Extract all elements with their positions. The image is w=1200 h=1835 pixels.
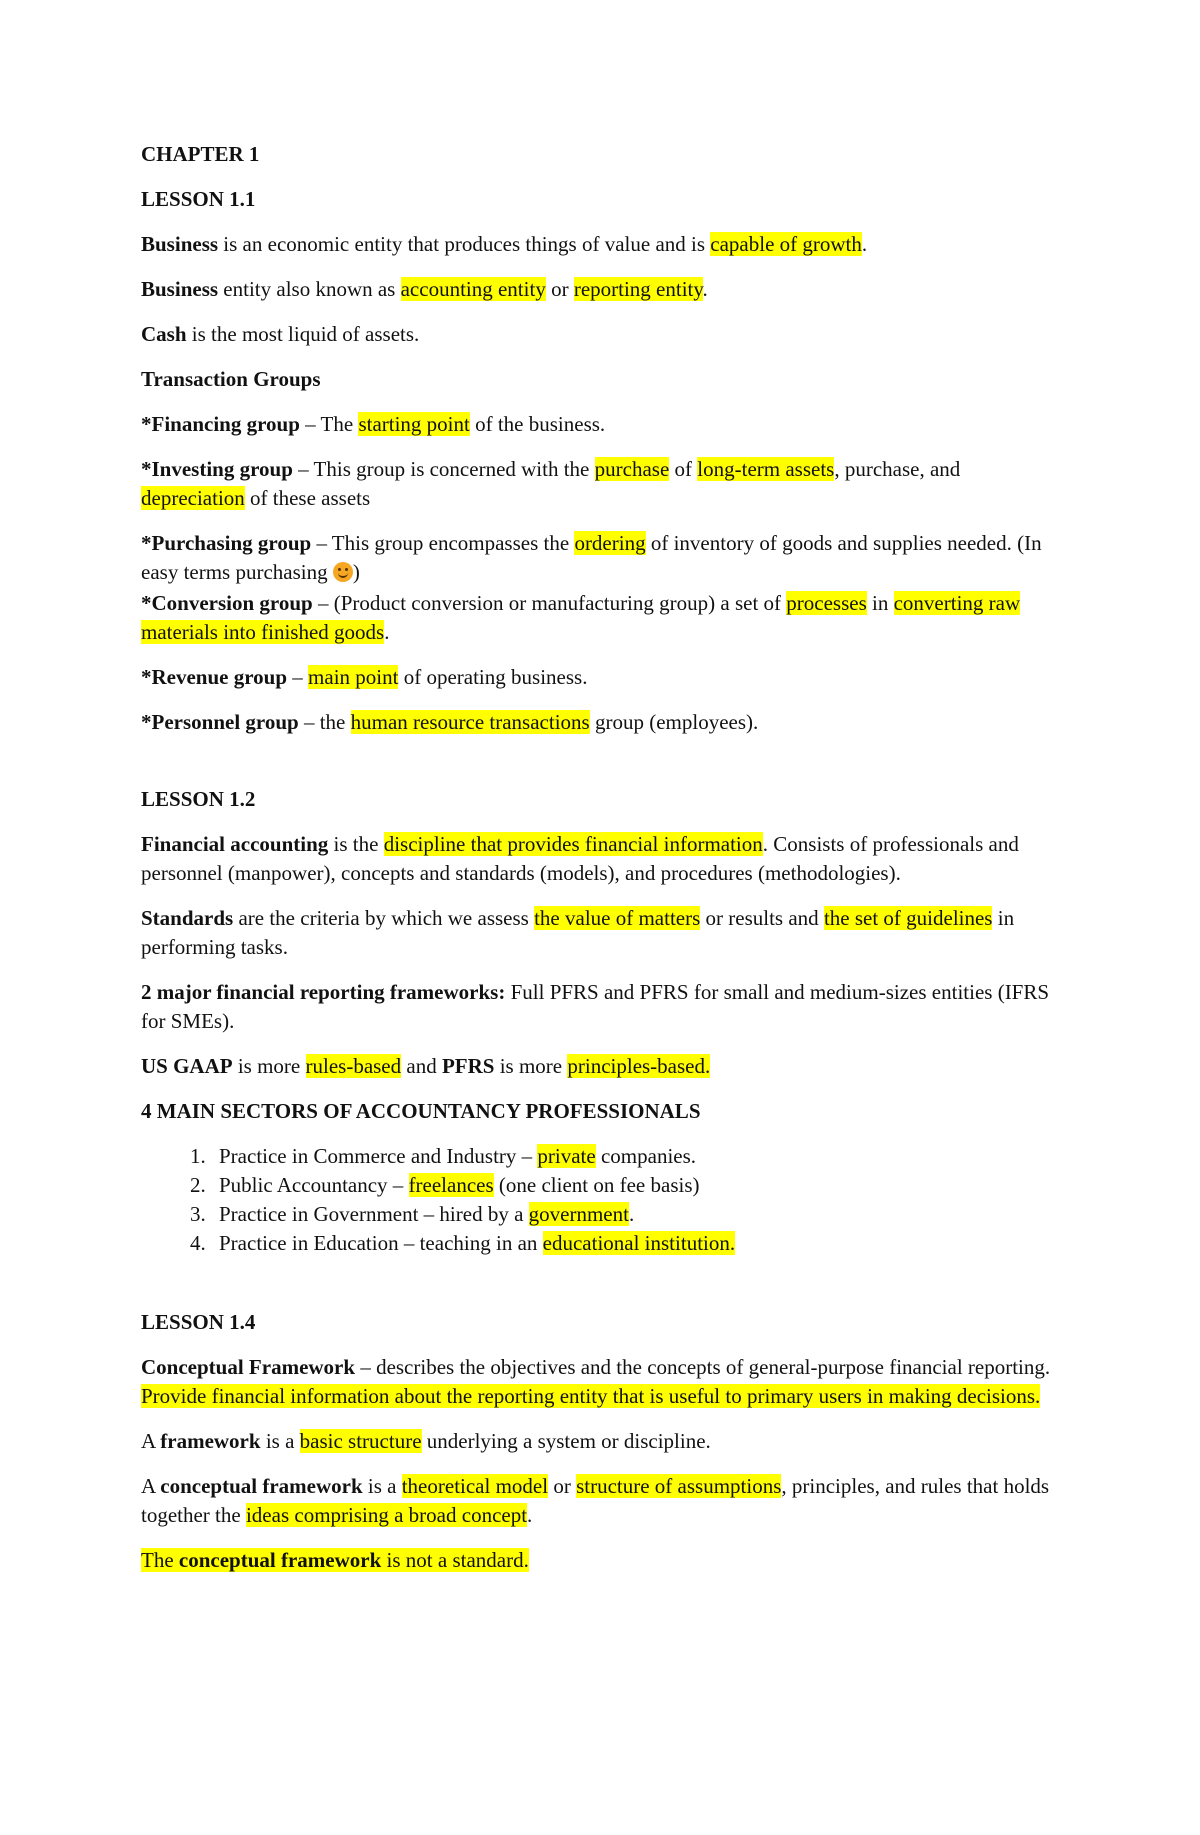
term: conceptual framework bbox=[178, 1548, 382, 1572]
document-body bbox=[141, 140, 1061, 1591]
highlight: capable of growth bbox=[710, 232, 862, 256]
list-item: 3. Practice in Government – hired by a government. bbox=[211, 1200, 1061, 1229]
highlight: rules-based bbox=[305, 1054, 402, 1078]
frameworks-definition: 2 major financial reporting frameworks: Full PFRS and PFRS for small and medium-sizes entities (IFRS for SMEs). bbox=[141, 980, 1050, 1033]
term: conceptual framework bbox=[160, 1474, 363, 1498]
personnel-group: *Personnel group – the human resource transactions group (employees). bbox=[141, 710, 759, 734]
highlight: the set of guidelines bbox=[823, 906, 993, 930]
lesson-heading: LESSON 1.1 bbox=[141, 187, 256, 211]
list-item: 1. Practice in Commerce and Industry – private companies. bbox=[211, 1142, 1061, 1171]
lesson-heading: LESSON 1.2 bbox=[141, 787, 256, 811]
highlight: structure of assumptions bbox=[576, 1474, 782, 1498]
term: Business bbox=[141, 232, 219, 256]
highlight: ideas comprising a broad concept bbox=[245, 1503, 528, 1527]
term: US GAAP bbox=[141, 1054, 233, 1078]
sectors-heading: 4 MAIN SECTORS OF ACCOUNTANCY PROFESSIONALS bbox=[141, 1099, 701, 1123]
revenue-group: *Revenue group – main point of operating business. bbox=[141, 665, 588, 689]
spacer bbox=[141, 1276, 1061, 1308]
highlight: government bbox=[528, 1202, 629, 1226]
gaap-vs-pfrs: US GAAP is more rules-based and PFRS is more principles-based. bbox=[141, 1054, 711, 1078]
highlight: Provide financial information about the reporting entity that is useful to primary users in making decisions. bbox=[141, 1384, 1041, 1408]
highlight: converting raw materials into finished goods bbox=[141, 591, 1021, 644]
sectors-list bbox=[141, 1142, 1061, 1258]
business-entity-definition: Business entity also known as accounting entity or reporting entity. bbox=[141, 277, 708, 301]
financial-accounting-definition: Financial accounting is the discipline that provides financial information. Consists of professionals and personnel (manpower), concepts and standards (models), and procedures (methodologies). bbox=[141, 832, 1019, 885]
smiling-face-icon bbox=[333, 562, 353, 582]
financing-group: *Financing group – The starting point of the business. bbox=[141, 412, 606, 436]
cash-definition: Cash is the most liquid of assets. bbox=[141, 322, 420, 346]
highlight: purchase bbox=[594, 457, 670, 481]
term: *Purchasing group bbox=[141, 531, 312, 555]
highlight: the value of matters bbox=[534, 906, 701, 930]
highlight: human resource transactions bbox=[350, 710, 590, 734]
term: *Conversion group bbox=[141, 591, 313, 615]
highlight: ordering bbox=[574, 531, 646, 555]
highlight: basic structure bbox=[299, 1429, 422, 1453]
term: framework bbox=[160, 1429, 261, 1453]
lesson-heading: LESSON 1.4 bbox=[141, 1310, 256, 1334]
not-a-standard bbox=[141, 1546, 1061, 1575]
highlight: freelances bbox=[408, 1173, 494, 1197]
highlight: accounting entity bbox=[400, 277, 546, 301]
highlight: starting point bbox=[358, 412, 470, 436]
highlight: depreciation bbox=[141, 486, 245, 510]
term: Cash bbox=[141, 322, 187, 346]
conceptual-framework-model: A conceptual framework is a theoretical model or structure of assumptions, principles, and rules that holds together the ideas comprising a broad concept. bbox=[141, 1474, 1050, 1527]
term: *Revenue group bbox=[141, 665, 288, 689]
highlight: long-term assets bbox=[697, 457, 835, 481]
spacer bbox=[141, 753, 1061, 785]
term: Standards bbox=[141, 906, 234, 930]
term: *Financing group bbox=[141, 412, 300, 436]
highlight: discipline that provides financial information bbox=[383, 832, 763, 856]
standards-definition: Standards are the criteria by which we assess the value of matters or results and the set of guidelines in performing tasks. bbox=[141, 906, 1015, 959]
term: Conceptual Framework bbox=[141, 1355, 356, 1379]
conceptual-framework-definition: Conceptual Framework – describes the objectives and the concepts of general-purpose financial reporting. Provide financial information about the reporting entity that is useful to primary users in making decisions. bbox=[141, 1355, 1051, 1408]
term: Financial accounting bbox=[141, 832, 329, 856]
term: PFRS bbox=[441, 1054, 495, 1078]
investing-group: *Investing group – This group is concerned with the purchase of long-term assets, purchase, and depreciation of these assets bbox=[141, 457, 961, 510]
list-item: 2. Public Accountancy – freelances (one client on fee basis) bbox=[211, 1171, 1061, 1200]
highlight: main point bbox=[308, 665, 399, 689]
list-item: 4. Practice in Education – teaching in an educational institution. bbox=[211, 1229, 1061, 1258]
term: *Investing group bbox=[141, 457, 293, 481]
term: 2 major financial reporting frameworks: bbox=[141, 980, 506, 1004]
transaction-groups-heading: Transaction Groups bbox=[141, 367, 321, 391]
business-definition: Business is an economic entity that produces things of value and is capable of growth. bbox=[141, 232, 868, 256]
highlight: reporting entity bbox=[573, 277, 703, 301]
highlight: The conceptual framework is not a standard. bbox=[141, 1548, 529, 1572]
highlight: principles-based. bbox=[567, 1054, 711, 1078]
highlight: processes bbox=[786, 591, 867, 615]
conversion-group: *Conversion group – (Product conversion or manufacturing group) a set of processes in converting raw materials into finished goods. bbox=[141, 591, 1021, 644]
chapter-title: CHAPTER 1 bbox=[141, 142, 260, 166]
term: *Personnel group bbox=[141, 710, 299, 734]
highlight: educational institution. bbox=[542, 1231, 736, 1255]
term: Business bbox=[141, 277, 219, 301]
highlight: theoretical model bbox=[401, 1474, 549, 1498]
framework-definition: A framework is a basic structure underlying a system or discipline. bbox=[141, 1429, 711, 1453]
highlight: private bbox=[537, 1144, 596, 1168]
purchasing-group: *Purchasing group – This group encompasses the ordering of inventory of goods and supplies needed. (In easy terms purchasing ) bbox=[141, 531, 1042, 584]
